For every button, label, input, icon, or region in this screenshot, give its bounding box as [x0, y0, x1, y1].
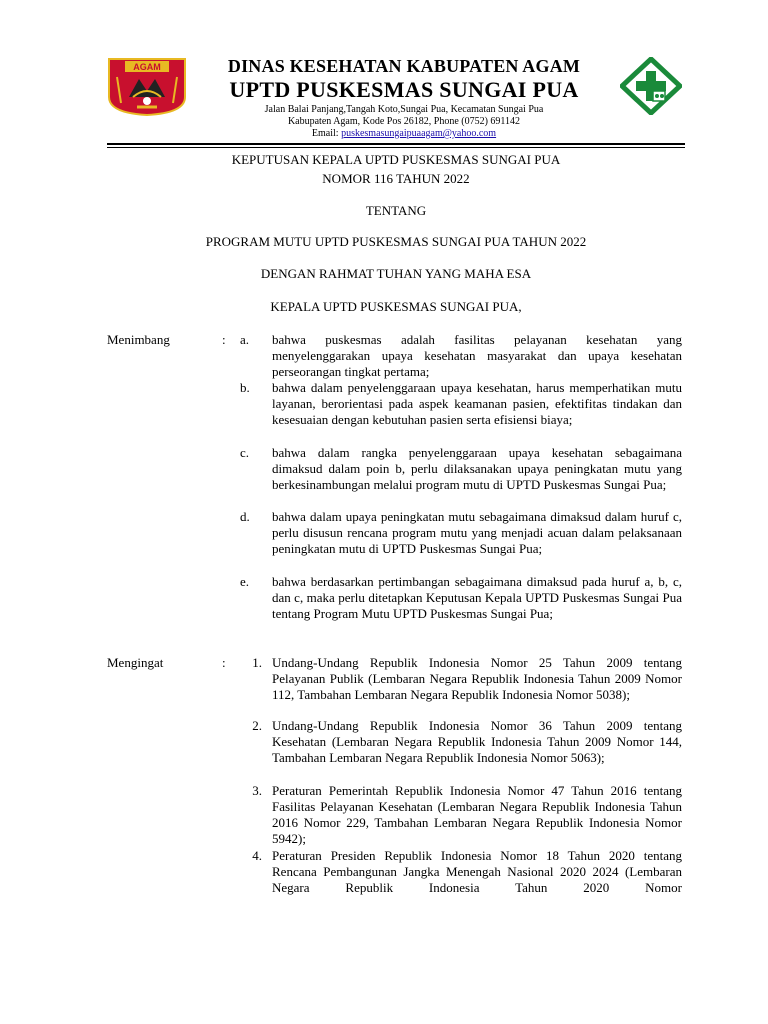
agency-name: DINAS KESEHATAN KABUPATEN AGAM [227, 56, 581, 76]
decree-subject: PROGRAM MUTU UPTD PUSKESMAS SUNGAI PUA TAHUN 2022 [205, 234, 587, 249]
puskesmas-cross-emblem-icon [620, 57, 682, 115]
address-line-1: Jalan Balai Panjang,Tangah Koto,Sungai Pua, Kecamatan Sungai Pua [264, 104, 544, 115]
issuer-line: KEPALA UPTD PUSKESMAS SUNGAI PUA, [270, 299, 522, 314]
item-text: bahwa dalam rangka penyelenggaraan upaya kesehatan sebagaimana dimaksud dalam poin b, perlu dilaksanakan upaya peningkatan mutu yang berkesinambungan melalui program mutu di UPTD Puskesmas Sungai Pua; [272, 445, 682, 492]
item-marker: d. [240, 509, 250, 524]
email-link[interactable]: puskesmasungaipuaagam@yahoo.com [341, 128, 497, 139]
mengingat-colon: : [222, 655, 226, 670]
decree-number: NOMOR 116 TAHUN 2022 [322, 171, 470, 186]
item-text: Peraturan Presiden Republik Indonesia Nomor 18 Tahun 2020 tentang Rencana Pembangunan Jangka Menengah Nasional 2020 2024 (Lembaran Negara Republik Indonesia Tahun 2020 Nomor [272, 848, 682, 895]
item-text: bahwa berdasarkan pertimbangan sebagaimana dimaksud pada huruf a, b, c, dan c, maka perlu ditetapkan Keputusan Kepala UPTD Puskesmas Sungai Pua tentang Program Mutu UPTD Puskesmas Sungai Pua; [272, 574, 682, 621]
menimbang-label: Menimbang [107, 332, 170, 347]
letterhead-rule-thick [107, 143, 685, 145]
decree-title: KEPUTUSAN KEPALA UPTD PUSKESMAS SUNGAI PUA [231, 152, 561, 167]
mengingat-label: Mengingat [107, 655, 164, 670]
item-text: Peraturan Pemerintah Republik Indonesia Nomor 47 Tahun 2016 tentang Fasilitas Pelayanan Kesehatan (Lembaran Negara Republik Indonesia Tahun 2016 Nomor 229, Tambahan Lembaran Negara Republik Indonesia Nomor 5942); [272, 783, 682, 846]
email-label: Email: [311, 128, 342, 139]
item-marker: 4. [252, 848, 262, 863]
item-marker: c. [240, 445, 250, 460]
organization-name: UPTD PUSKESMAS SUNGAI PUA [229, 77, 579, 102]
item-text: Undang-Undang Republik Indonesia Nomor 25 Tahun 2009 tentang Pelayanan Publik (Lembaran Negara Republik Indonesia Tahun 2009 Nomor 112, Tambahan Lembaran Negara Republik Indonesia Nomor 5038); [272, 655, 682, 702]
item-text: bahwa puskesmas adalah fasilitas pelayanan kesehatan yang menyelenggarakan upaya kesehatan masyarakat dan upaya kesehatan perseorangan tingkat pertama; [272, 332, 682, 379]
blessing-line: DENGAN RAHMAT TUHAN YANG MAHA ESA [260, 266, 532, 281]
item-text: bahwa dalam upaya peningkatan mutu sebagaimana dimaksud dalam huruf c, perlu disusun rencana program mutu yang menjadi acuan dalam pelaksanaan peningkatan mutu di UPTD Puskesmas Sungai Pua; [272, 509, 682, 556]
item-text: bahwa dalam penyelenggaraan upaya kesehatan, harus memperhatikan mutu layanan, berorientasi pada aspek keamanan pasien, efektifitas tindakan dan kesesuaian dengan kebutuhan pasien serta efisiensi biaya; [272, 380, 682, 427]
item-marker: 3. [252, 783, 262, 798]
agam-regency-emblem-icon [107, 57, 187, 117]
item-marker: 2. [252, 718, 262, 733]
item-text: Undang-Undang Republik Indonesia Nomor 36 Tahun 2009 tentang Kesehatan (Lembaran Negara Republik Indonesia Tahun 2009 Nomor 144, Tambahan Lembaran Negara Republik Indonesia Nomor 5063); [272, 718, 682, 765]
emblem-lettering: AGAM [133, 62, 161, 72]
item-marker: e. [240, 574, 250, 589]
email-line [180, 128, 628, 139]
item-marker: 1. [252, 655, 262, 670]
letterhead-rule-thin [107, 147, 685, 148]
item-marker: b. [240, 380, 250, 395]
about-heading: TENTANG [365, 203, 427, 218]
item-marker: a. [240, 332, 250, 347]
menimbang-colon: : [222, 332, 226, 347]
address-line-2: Kabupaten Agam, Kode Pos 26182, Phone (0752) 691142 [287, 116, 521, 127]
